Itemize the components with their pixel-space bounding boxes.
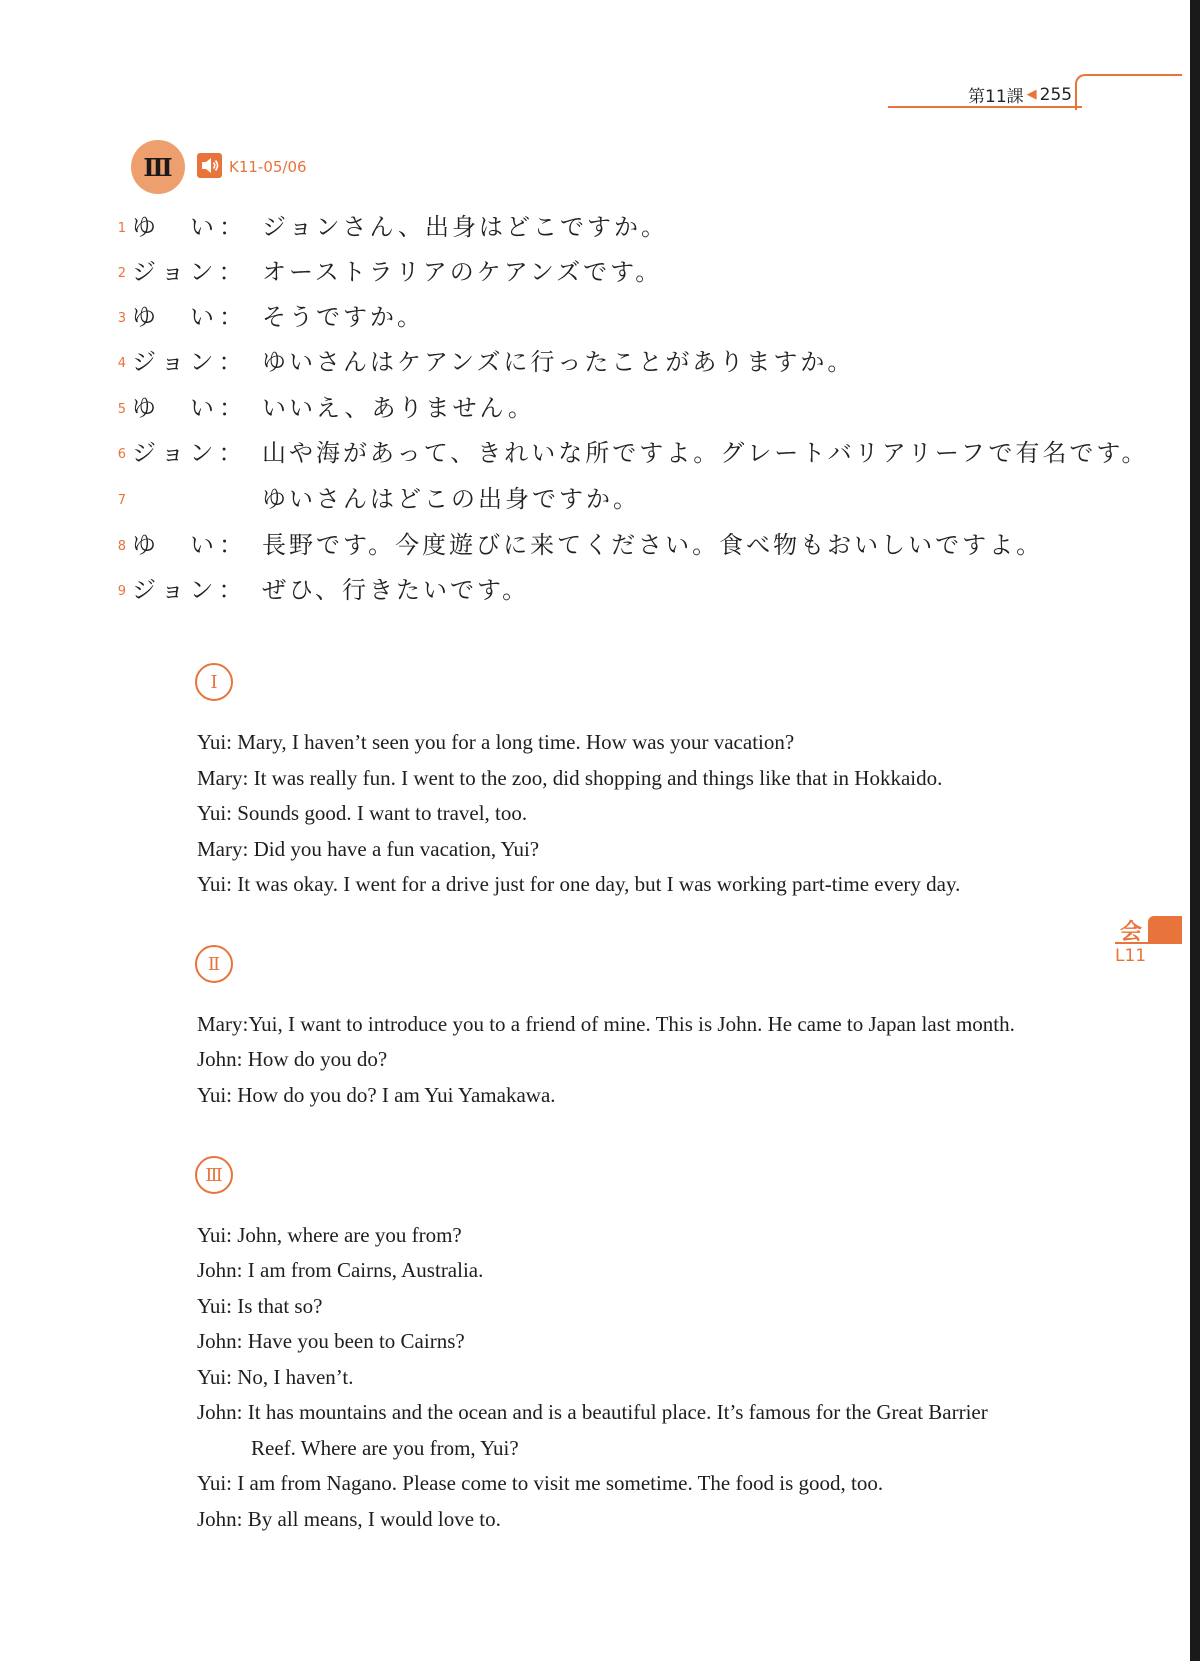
line-number: 8	[117, 539, 126, 554]
speaker: ジョン：	[132, 258, 248, 286]
speaker: ゆ い：	[132, 213, 248, 241]
side-tab-label: L11	[1115, 946, 1147, 966]
translation-line: Yui: Mary, I haven’t seen you for a long time. How was your vacation?	[197, 730, 795, 754]
translation-line: Yui: Sounds good. I want to travel, too.	[197, 801, 528, 825]
lesson-title: 第11課	[968, 87, 1024, 107]
line-number: 1	[117, 221, 126, 236]
translation-line: John: It has mountains and the ocean and is a beautiful place. It’s famous for the Great Barrier	[197, 1400, 988, 1424]
dialogue-line	[112, 252, 1112, 292]
translation-line: Yui: Is that so?	[197, 1294, 323, 1318]
line-number: 2	[117, 266, 126, 281]
dialogue-line	[112, 433, 1149, 473]
dialogue-text: 長野です。今度遊びに来てください。食べ物もおいしいですよ。	[262, 531, 1044, 559]
dialogue-text: ゆいさんはどこの出身ですか。	[262, 485, 640, 513]
dialogue-line	[112, 342, 1112, 382]
header-rule-curve	[1075, 74, 1099, 110]
side-tab	[1148, 916, 1182, 944]
dialogue-line	[112, 207, 1112, 247]
header-rule-top	[1096, 74, 1182, 76]
dialogue-text: いいえ、ありません。	[262, 394, 535, 422]
dialogue-text: ジョンさん、出身はどこですか。	[262, 213, 668, 241]
page-number-label	[968, 82, 1072, 107]
translation-line: Yui: No, I haven’t.	[197, 1365, 354, 1389]
translation-line: Mary: It was really fun. I went to the zoo, did shopping and things like that in Hokkaido.	[197, 766, 943, 790]
page-number: 255	[1039, 84, 1073, 105]
translation-numeral-1: I	[195, 663, 233, 701]
side-tab-kanji: 会	[1120, 920, 1143, 945]
speaker: ジョン：	[132, 576, 248, 604]
line-number: 4	[117, 356, 126, 371]
translation-line: Mary: Did you have a fun vacation, Yui?	[197, 837, 540, 861]
translation-numeral-2: Ⅱ	[195, 945, 233, 983]
translation-line: Yui: I am from Nagano. Please come to visit me sometime. The food is good, too.	[197, 1471, 884, 1495]
line-number: 3	[117, 311, 126, 326]
section-badge: Ⅲ	[131, 140, 185, 194]
dialogue-line	[112, 570, 1112, 610]
dialogue-line	[112, 388, 1112, 428]
translation-line: John: Have you been to Cairns?	[197, 1329, 465, 1353]
speaker: ジョン：	[132, 348, 248, 376]
dialogue-text: 山や海があって、きれいな所ですよ。グレートバリアリーフで有名です。	[262, 439, 1149, 467]
dialogue-line	[112, 297, 1112, 337]
dialogue-text: ぜひ、行きたいです。	[262, 576, 530, 604]
line-number: 9	[117, 584, 126, 599]
translation-line: John: By all means, I would love to.	[197, 1507, 501, 1531]
translation-line: John: How do you do?	[197, 1047, 388, 1071]
dialogue-text: オーストラリアのケアンズです。	[262, 258, 663, 286]
speaker: ゆ い：	[132, 394, 248, 422]
line-number: 7	[117, 493, 126, 508]
translation-line: Yui: It was okay. I went for a drive just for one day, but I was working part-time every day.	[197, 872, 961, 896]
translation-line: Yui: John, where are you from?	[197, 1223, 462, 1247]
line-number: 6	[117, 447, 126, 462]
dialogue-text: そうですか。	[262, 303, 424, 331]
audio-speaker-icon[interactable]	[197, 153, 222, 178]
translation-line: Mary:Yui, I want to introduce you to a friend of mine. This is John. He came to Japan last month.	[197, 1012, 1015, 1036]
dialogue-text: ゆいさんはケアンズに行ったことがありますか。	[262, 348, 855, 376]
left-arrow-icon: ◀	[1026, 87, 1037, 102]
speaker: ジョン：	[132, 439, 248, 467]
speaker: ゆ い：	[132, 531, 248, 559]
translation-line: Yui: How do you do? I am Yui Yamakawa.	[197, 1083, 556, 1107]
dialogue-line	[112, 525, 1112, 565]
page-edge	[1190, 0, 1200, 1661]
audio-track-id: K11-05/06	[229, 158, 307, 176]
speaker: ゆ い：	[132, 303, 248, 331]
page-header	[0, 0, 1200, 120]
line-number: 5	[117, 402, 126, 417]
side-tab-underline	[1115, 942, 1149, 944]
translation-line-continued: Reef. Where are you from, Yui?	[251, 1436, 519, 1460]
translation-line: John: I am from Cairns, Australia.	[197, 1258, 484, 1282]
dialogue-line	[112, 479, 1112, 519]
translation-numeral-3: Ⅲ	[195, 1156, 233, 1194]
